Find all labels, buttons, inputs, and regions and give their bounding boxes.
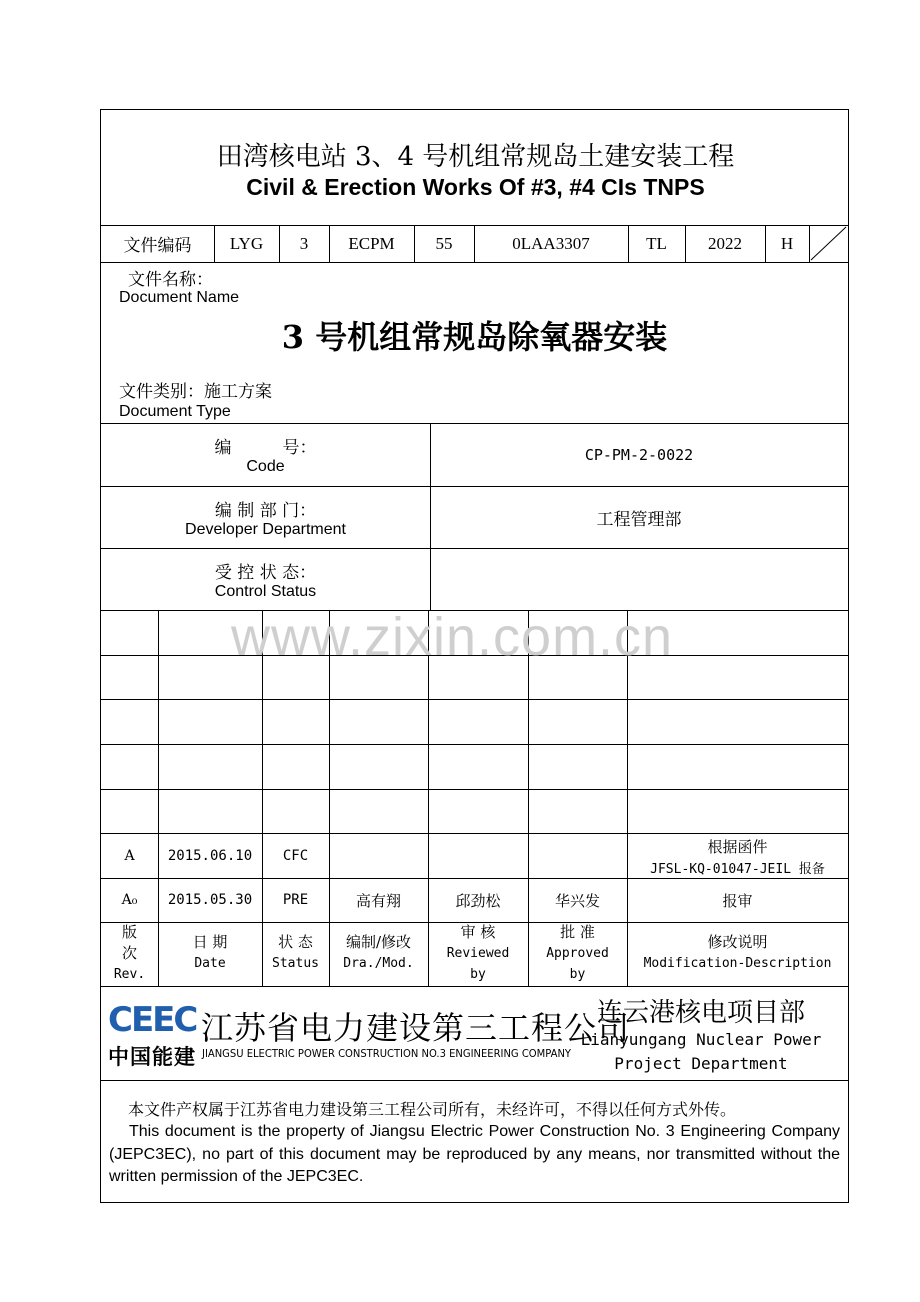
company-name-en: JIANGSU ELECTRIC POWER CONSTRUCTION NO.3 ENGINEERING COMPANY [202, 1048, 572, 1060]
code-part-7: 2022 [708, 233, 742, 253]
code-part-6: TL [646, 233, 667, 253]
notice-en: This document is the property of Jiangsu Electric Power Construction No. 3 Engineering Company (JEPC3EC), no part of this document may be reproduced by any means, nor transmitted without the written permission of the JEPC3EC. [109, 1123, 840, 1185]
code-part-3: ECPM [348, 233, 395, 253]
doc-type-label-cn: 文件类别：施工方案 [119, 382, 272, 402]
doc-name-label-en: Document Name [119, 289, 240, 306]
project-dept-en-1: Lianyungang Nuclear Power [580, 1030, 822, 1049]
info-value-dept: 工程管理部 [596, 509, 682, 530]
rev-a0-drafted: 高有翔 [355, 891, 401, 910]
rev-a0-rev: A₀ [121, 892, 138, 908]
diagonal-slash [809, 225, 848, 262]
info-label-en-dept: Developer Department [185, 521, 346, 538]
rev-a0-date: 2015.05.30 [167, 892, 253, 908]
document-frame [100, 109, 849, 1203]
info-value-code: CP-PM-2-0022 [584, 445, 694, 464]
project-dept-en-2: Project Department [614, 1054, 788, 1073]
rev-header-reviewed: 审 核 Reviewed by [446, 923, 510, 982]
rev-a-drafted [329, 833, 428, 878]
doc-type-label-en: Document Type [119, 403, 231, 420]
code-part-1: LYG [229, 233, 264, 253]
rev-header-approved: 批 准 Approved by [546, 923, 609, 982]
info-label-cn-dept: 编 制 部 门： [214, 501, 317, 521]
title-cn: 田湾核电站 3、4 号机组常规岛土建安装工程 [216, 142, 735, 172]
rev-a0-desc: 报审 [722, 891, 753, 910]
code-label: 文件编码 [123, 236, 192, 256]
rev-a-reviewed [428, 833, 528, 878]
rev-a-status: CFC [282, 847, 309, 864]
title-en: Civil & Erection Works Of #3, #4 CIs TNPS [246, 174, 705, 200]
rev-a-date: 2015.06.10 [167, 847, 253, 864]
rev-a-desc-1: 根据函件 [707, 838, 768, 856]
code-part-2: 3 [299, 233, 309, 253]
rev-header-drafted: 编制/修改 Dra./Mod. [343, 933, 414, 971]
project-dept-cn: 连云港核电项目部 [596, 998, 805, 1028]
doc-name-value: 3 号机组常规岛除氧器安装 [281, 318, 668, 356]
rev-header-date: 日 期 Date [192, 933, 228, 971]
doc-name-label-cn: 文件名称： [128, 270, 213, 290]
rev-a-approved [528, 833, 627, 878]
code-part-5: 0LAA3307 [512, 233, 590, 253]
info-value-status [430, 548, 848, 610]
watermark: www.zixin.com.cn [231, 607, 674, 667]
notice-cn: 本文件产权属于江苏省电力建设第三工程公司所有，未经许可，不得以任何方式外传。 [128, 1100, 737, 1119]
ceec-logo [108, 1000, 197, 1071]
info-label-cn-status: 受 控 状 态： [214, 563, 317, 583]
info-label-cn-code: 编 号： [214, 438, 317, 458]
code-part-4: 55 [435, 233, 453, 253]
rev-a0-reviewed: 邱劲松 [455, 891, 501, 910]
ceec-logo-letters: CEEC [108, 1000, 197, 1040]
rev-header-status: 状 态 Status [272, 933, 319, 971]
code-part-8: H [780, 233, 794, 253]
ceec-logo-cn: 中国能建 [108, 1045, 196, 1069]
rev-a-desc-2: JFSL-KQ-01047-JEIL 报备 [650, 862, 825, 877]
rev-a0-approved: 华兴发 [554, 891, 600, 910]
info-label-en-code: Code [246, 458, 285, 475]
rev-header-rev: 版 次 Rev. [113, 923, 146, 982]
rev-header-desc: 修改说明 Modification-Description [643, 933, 832, 971]
company-name-cn: 江苏省电力建设第三工程公司 [201, 1009, 631, 1047]
rev-a0-status: PRE [282, 892, 309, 908]
rev-a-rev: A [124, 847, 135, 864]
info-label-en-status: Control Status [214, 583, 317, 600]
